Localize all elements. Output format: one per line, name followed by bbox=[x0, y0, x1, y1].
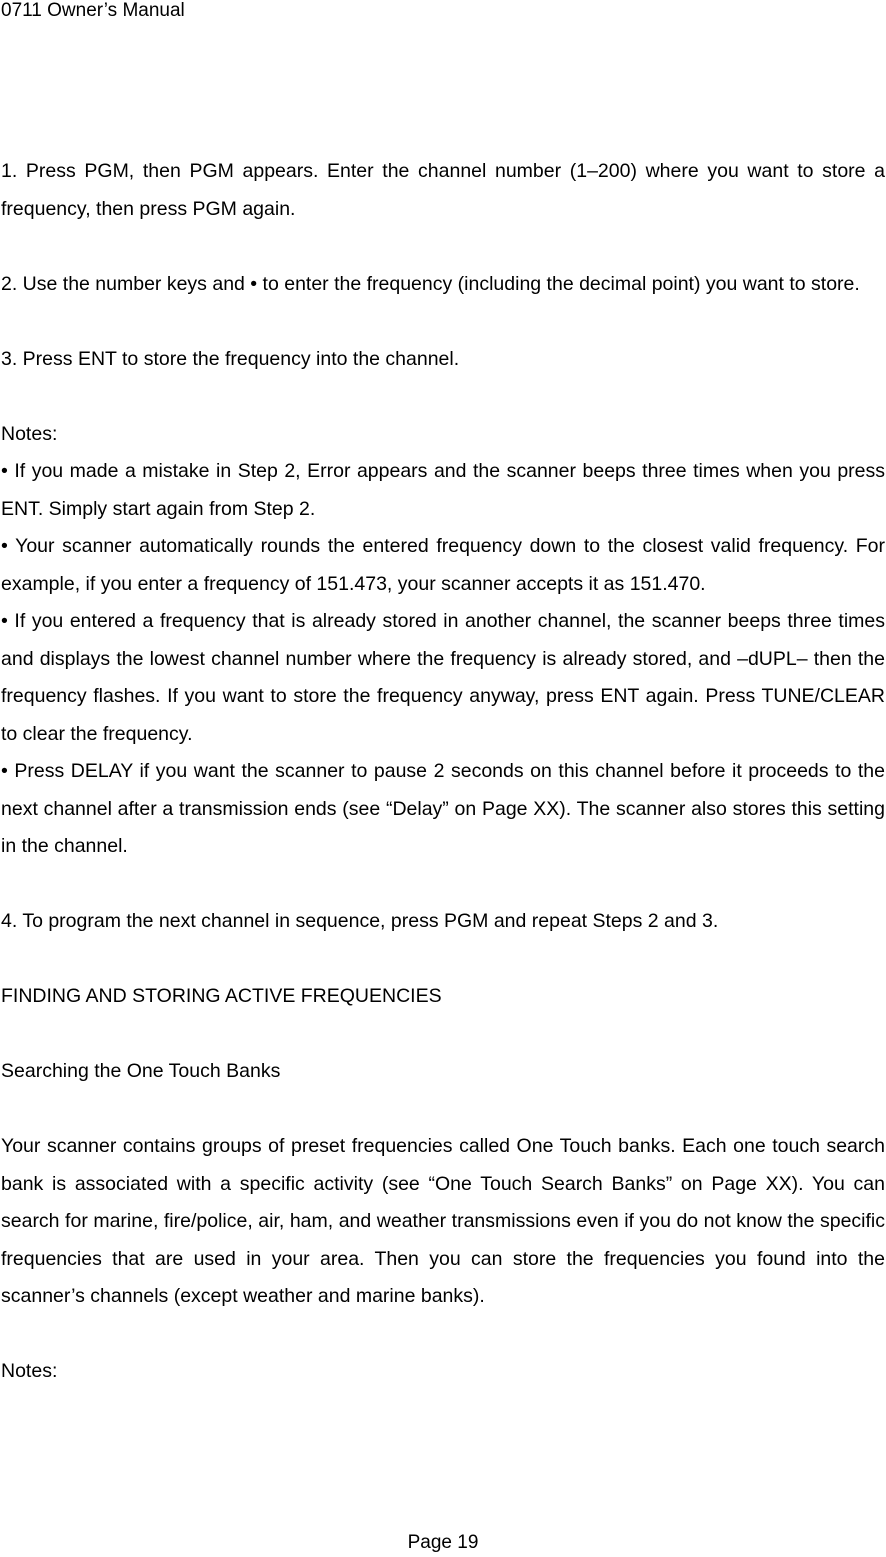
paragraph-spacer bbox=[1, 866, 885, 904]
paragraph-spacer bbox=[1, 303, 885, 341]
paragraph-spacer bbox=[1, 378, 885, 416]
document-body bbox=[1, 153, 885, 1391]
note-item-rounding: • Your scanner automatically rounds the entered frequency down to the closest valid frequency. For example, if you enter a frequency of 151.473, your scanner accepts it as 151.470. bbox=[1, 535, 885, 595]
note-item-duplicate: • If you entered a frequency that is already stored in another channel, the scanner beeps three times and displays the lowest channel number where the frequency is already stored, and –dUPL– then the frequency flashes. If you want to store the frequency anyway, press ENT again. Press TUNE/CLEAR to clear the frequency. bbox=[1, 610, 885, 745]
document-header-title: 0711 Owner’s Manual bbox=[1, 0, 185, 21]
step-3-text: 3. Press ENT to store the frequency into the channel. bbox=[1, 347, 460, 370]
notes-heading: Notes: bbox=[1, 1360, 58, 1382]
step-4-text: 4. To program the next channel in sequence, press PGM and repeat Steps 2 and 3. bbox=[1, 910, 719, 932]
note-item-delay: • Press DELAY if you want the scanner to pause 2 seconds on this channel before it proceeds to the next channel after a transmission ends (see “Delay” on Page XX). The scanner also stores this setting in the channel. bbox=[1, 760, 885, 857]
paragraph-spacer bbox=[1, 1016, 885, 1054]
section-heading: FINDING AND STORING ACTIVE FREQUENCIES bbox=[1, 985, 442, 1007]
step-2-text: 2. Use the number keys and • to enter the frequency (including the decimal point) you want to store. bbox=[1, 272, 860, 295]
note-item-error: • If you made a mistake in Step 2, Error appears and the scanner beeps three times when you press ENT. Simply start again from Step 2. bbox=[1, 460, 885, 520]
step-1-text: 1. Press PGM, then PGM appears. Enter the channel number (1–200) where you want to store a frequency, then press PGM again. bbox=[1, 160, 885, 220]
one-touch-paragraph: Your scanner contains groups of preset frequencies called One Touch banks. Each one touch search bank is associated with a specific activity (see “One Touch Search Banks” on Page XX). You can search for marine, fire/police, air, ham, and weather transmissions even if you do not know the specific frequencies that are used in your area. Then you can store the frequencies you found into the scanner’s channels (except weather and marine banks). bbox=[1, 1135, 885, 1307]
paragraph-spacer bbox=[1, 1091, 885, 1129]
subsection-heading: Searching the One Touch Banks bbox=[1, 1060, 281, 1082]
paragraph-spacer bbox=[1, 941, 885, 979]
paragraph-spacer bbox=[1, 1316, 885, 1354]
notes-heading: Notes: bbox=[1, 422, 58, 445]
paragraph-spacer bbox=[1, 228, 885, 266]
page-number: Page 19 bbox=[407, 1532, 479, 1553]
